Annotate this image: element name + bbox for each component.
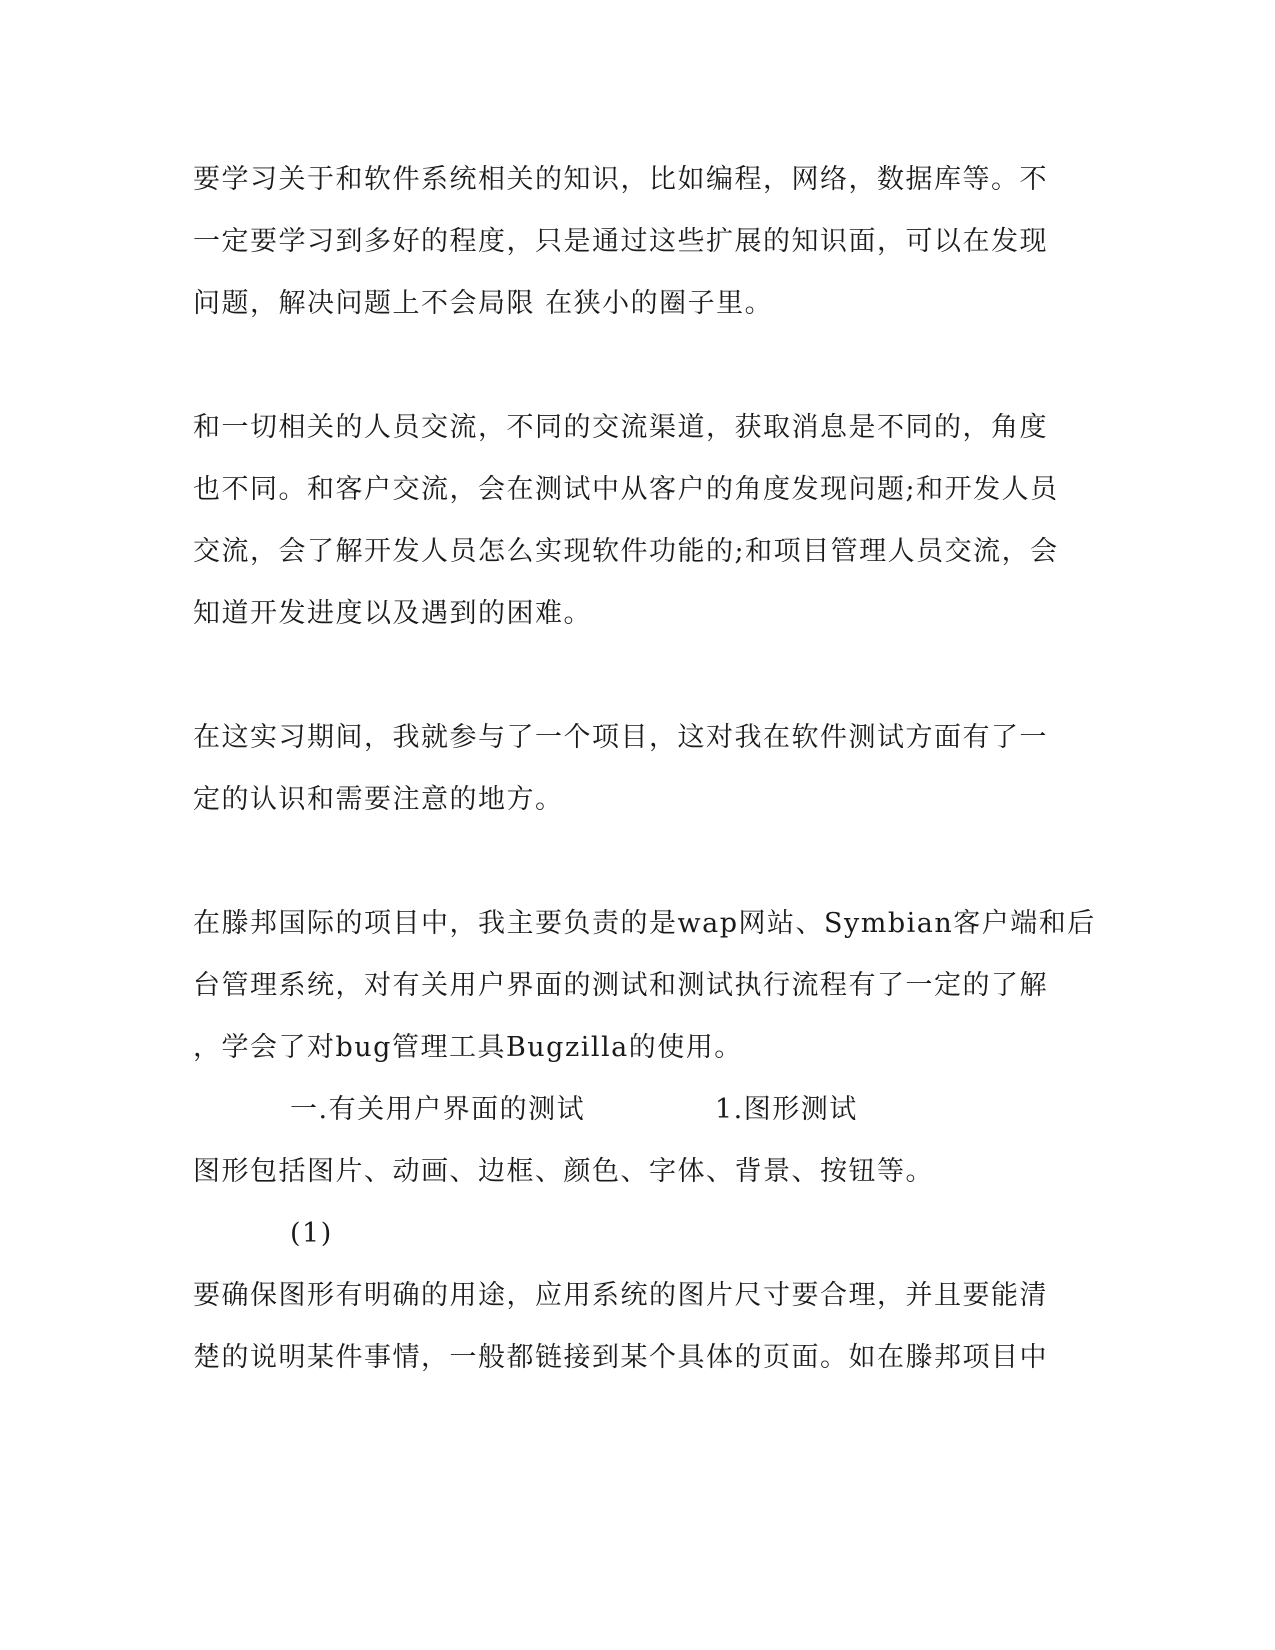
graphics-intro: 图形包括图片、动画、边框、颜色、字体、背景、按钮等。 — [193, 1156, 934, 1187]
paragraph-2-line-2: 也不同。和客户交流，会在测试中从客户的角度发现问题;和开发人员 — [193, 474, 1059, 505]
paragraph-3-line-1: 在这实习期间，我就参与了一个项目，这对我在软件测试方面有了一 — [193, 722, 1048, 753]
paragraph-2-line-1: 和一切相关的人员交流，不同的交流渠道，获取消息是不同的，角度 — [193, 412, 1048, 443]
sub-heading: 1.图形测试 — [715, 1094, 858, 1125]
item-line-1: 要确保图形有明确的用途，应用系统的图片尺寸要合理，并且要能清 — [193, 1280, 1048, 1311]
section-heading: 一.有关用户界面的测试 — [290, 1094, 586, 1125]
paragraph-1-line-1: 要学习关于和软件系统相关的知识，比如编程，网络，数据库等。不 — [193, 164, 1048, 195]
paragraph-1-line-3: 问题，解决问题上不会局限 在狭小的圈子里。 — [193, 288, 774, 319]
item-line-2: 楚的说明某件事情，一般都链接到某个具体的页面。如在滕邦项目中 — [193, 1342, 1048, 1373]
paragraph-4-line-1: 在滕邦国际的项目中，我主要负责的是wap网站、Symbian客户端和后 — [193, 908, 1096, 939]
item-number: (1) — [290, 1218, 333, 1249]
paragraph-4-line-2: 台管理系统，对有关用户界面的测试和测试执行流程有了一定的了解 — [193, 970, 1048, 1001]
paragraph-2-line-3: 交流，会了解开发人员怎么实现软件功能的;和项目管理人员交流，会 — [193, 536, 1059, 567]
paragraph-2-line-4: 知道开发进度以及遇到的困难。 — [193, 598, 592, 629]
paragraph-4-line-3: ，学会了对bug管理工具Bugzilla的使用。 — [193, 1032, 743, 1063]
paragraph-1-line-2: 一定要学习到多好的程度，只是通过这些扩展的知识面，可以在发现 — [193, 226, 1048, 257]
paragraph-3-line-2: 定的认识和需要注意的地方。 — [193, 784, 564, 815]
